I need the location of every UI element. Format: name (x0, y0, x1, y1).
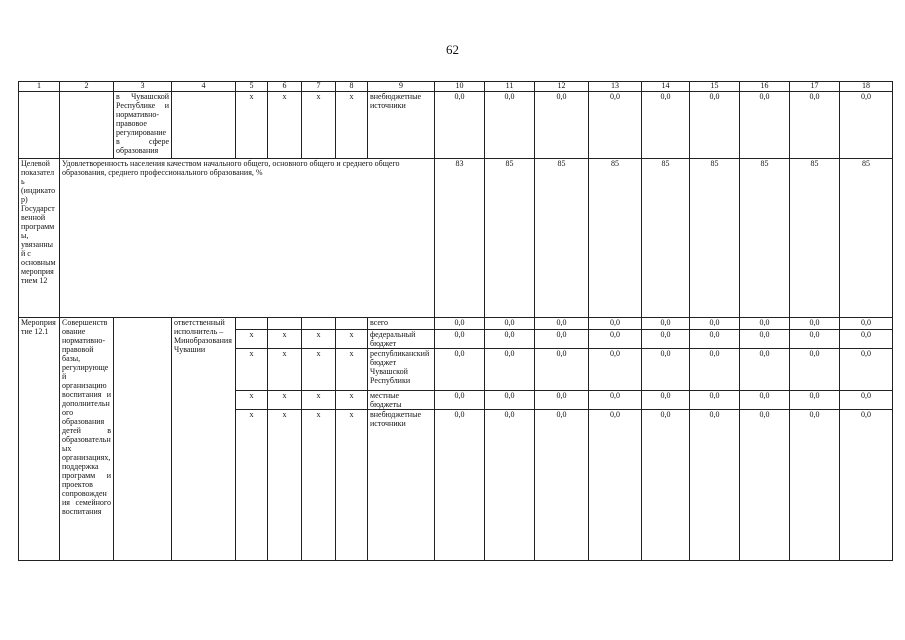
value-cell: 0,0 (642, 391, 690, 410)
value-cell: 0,0 (642, 410, 690, 561)
measure-name-cell: в Чувашской Республике и нормативно-правовое регулирование в сфере образования (114, 92, 172, 159)
col-header: 6 (268, 82, 302, 92)
col-header: 17 (790, 82, 840, 92)
value-cell: 0,0 (589, 349, 642, 391)
value-cell: 0,0 (589, 330, 642, 349)
value-cell: 0,0 (435, 92, 485, 159)
value-cell: 0,0 (840, 318, 893, 330)
mark-cell: х (336, 391, 368, 410)
value-cell: 85 (840, 159, 893, 318)
col-header: 11 (485, 82, 535, 92)
mark-cell: х (268, 410, 302, 561)
value-cell: 0,0 (589, 92, 642, 159)
col-header: 8 (336, 82, 368, 92)
col-header: 15 (690, 82, 740, 92)
value-cell: 0,0 (485, 391, 535, 410)
value-cell: 85 (790, 159, 840, 318)
value-cell: 0,0 (485, 349, 535, 391)
header-row (19, 82, 893, 92)
value-cell: 0,0 (435, 330, 485, 349)
mark-cell: х (336, 330, 368, 349)
value-cell: 0,0 (790, 92, 840, 159)
value-cell: 0,0 (535, 349, 589, 391)
measure-name-cell: Совершенствование нормативно-правовой базы, регулирующей организацию воспитания и дополнительного образования детей в образовательных организациях, поддержка программ и проектов сопровождения семейного воспитания (60, 318, 114, 561)
mark-cell: х (302, 349, 336, 391)
page-number: 62 (446, 42, 459, 57)
value-cell: 0,0 (535, 391, 589, 410)
program-table (18, 81, 893, 561)
value-cell: 0,0 (642, 318, 690, 330)
table-cell (172, 92, 236, 159)
mark-cell: х (236, 349, 268, 391)
value-cell: 85 (485, 159, 535, 318)
col-header: 14 (642, 82, 690, 92)
col-header: 10 (435, 82, 485, 92)
value-cell: 0,0 (740, 391, 790, 410)
mark-cell: х (302, 92, 336, 159)
col-header: 9 (368, 82, 435, 92)
value-cell: 0,0 (690, 391, 740, 410)
indicator-row (19, 159, 893, 318)
mark-cell: х (336, 349, 368, 391)
value-cell: 0,0 (690, 92, 740, 159)
value-cell: 0,0 (840, 349, 893, 391)
col-header: 7 (302, 82, 336, 92)
value-cell: 0,0 (642, 330, 690, 349)
value-cell: 0,0 (485, 318, 535, 330)
table-cell (19, 92, 60, 159)
value-cell: 0,0 (840, 330, 893, 349)
value-cell: 0,0 (589, 410, 642, 561)
value-cell: 83 (435, 159, 485, 318)
funding-source-cell: федеральный бюджет (368, 330, 435, 349)
mark-cell: х (268, 330, 302, 349)
value-cell: 0,0 (435, 318, 485, 330)
col-header: 13 (589, 82, 642, 92)
value-cell: 0,0 (535, 318, 589, 330)
indicator-label-cell: Целевой показатель (индикатор) Государственной программы, увязанный с основным мероприятием 12 (19, 159, 60, 318)
mark-cell (336, 318, 368, 330)
mark-cell: х (236, 330, 268, 349)
value-cell: 85 (642, 159, 690, 318)
value-cell: 0,0 (690, 330, 740, 349)
value-cell: 0,0 (840, 391, 893, 410)
value-cell: 0,0 (690, 349, 740, 391)
measure-label-cell: Мероприятие 12.1 (19, 318, 60, 561)
table-row (19, 318, 893, 330)
value-cell: 0,0 (840, 92, 893, 159)
col-header: 1 (19, 82, 60, 92)
value-cell: 85 (535, 159, 589, 318)
col-header: 3 (114, 82, 172, 92)
value-cell: 0,0 (840, 410, 893, 561)
value-cell: 0,0 (485, 410, 535, 561)
indicator-description-cell: Удовлетворенность населения качеством начального общего, основного общего и среднего общего образования, среднего профессионального образования, % (60, 159, 435, 318)
value-cell: 0,0 (790, 410, 840, 561)
funding-source-cell: местные бюджеты (368, 391, 435, 410)
value-cell: 0,0 (535, 330, 589, 349)
value-cell: 0,0 (690, 318, 740, 330)
table-row (19, 92, 893, 159)
mark-cell: х (336, 410, 368, 561)
table-cell (60, 92, 114, 159)
col-header: 4 (172, 82, 236, 92)
value-cell: 0,0 (790, 349, 840, 391)
col-header: 18 (840, 82, 893, 92)
mark-cell (268, 318, 302, 330)
value-cell: 0,0 (485, 330, 535, 349)
funding-source-cell: внебюджетные источники (368, 410, 435, 561)
value-cell: 0,0 (690, 410, 740, 561)
value-cell: 0,0 (589, 318, 642, 330)
funding-source-cell: внебюджетные источники (368, 92, 435, 159)
mark-cell: х (236, 391, 268, 410)
value-cell: 0,0 (790, 330, 840, 349)
mark-cell: х (236, 410, 268, 561)
col-header: 2 (60, 82, 114, 92)
value-cell: 0,0 (740, 92, 790, 159)
funding-source-cell: всего (368, 318, 435, 330)
mark-cell: х (302, 330, 336, 349)
col-header: 12 (535, 82, 589, 92)
value-cell: 0,0 (740, 410, 790, 561)
col-header: 5 (236, 82, 268, 92)
value-cell: 0,0 (485, 92, 535, 159)
value-cell: 85 (589, 159, 642, 318)
table-cell (114, 318, 172, 561)
value-cell: 0,0 (535, 92, 589, 159)
value-cell: 85 (740, 159, 790, 318)
value-cell: 85 (690, 159, 740, 318)
value-cell: 0,0 (435, 349, 485, 391)
mark-cell (302, 318, 336, 330)
mark-cell: х (268, 92, 302, 159)
value-cell: 0,0 (740, 318, 790, 330)
value-cell: 0,0 (642, 92, 690, 159)
value-cell: 0,0 (790, 318, 840, 330)
mark-cell: х (302, 391, 336, 410)
mark-cell: х (268, 349, 302, 391)
value-cell: 0,0 (535, 410, 589, 561)
funding-source-cell: республиканский бюджет Чувашской Республики (368, 349, 435, 391)
value-cell: 0,0 (435, 410, 485, 561)
value-cell: 0,0 (740, 330, 790, 349)
value-cell: 0,0 (642, 349, 690, 391)
executor-cell: ответственный исполнитель – Минобразования Чувашии (172, 318, 236, 561)
mark-cell: х (336, 92, 368, 159)
col-header: 16 (740, 82, 790, 92)
value-cell: 0,0 (790, 391, 840, 410)
mark-cell: х (302, 410, 336, 561)
value-cell: 0,0 (740, 349, 790, 391)
value-cell: 0,0 (589, 391, 642, 410)
mark-cell: х (236, 92, 268, 159)
mark-cell (236, 318, 268, 330)
value-cell: 0,0 (435, 391, 485, 410)
mark-cell: х (268, 391, 302, 410)
